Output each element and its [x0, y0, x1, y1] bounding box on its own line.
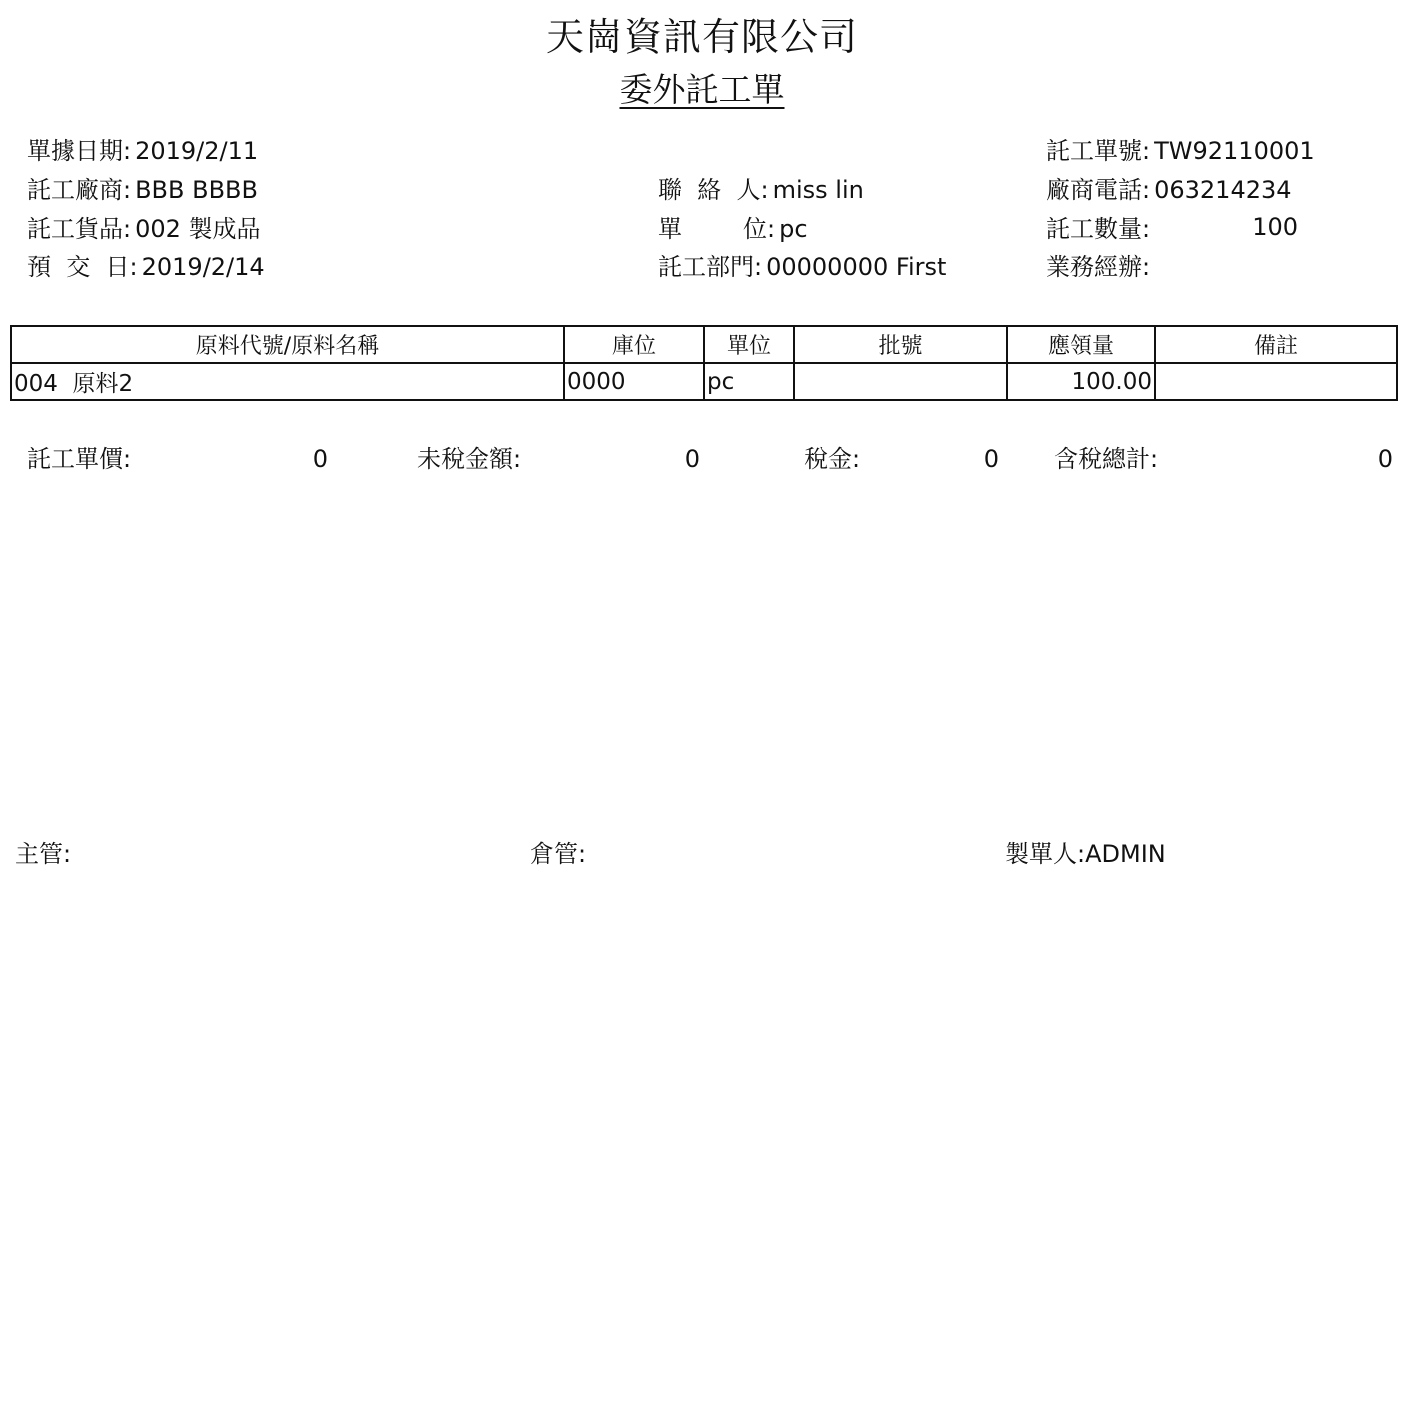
untaxed-amount-label: 未稅金額: — [417, 445, 522, 473]
cell-location: 0000 — [564, 363, 704, 400]
unit-value: pc — [779, 215, 808, 243]
department-label: 託工部門: — [658, 253, 763, 281]
delivery-date-label: 預 交 日: — [27, 253, 138, 281]
unit-field — [658, 214, 808, 244]
quantity-field — [1046, 214, 1150, 244]
department-field — [658, 252, 946, 282]
col-required-qty: 應領量 — [1007, 326, 1155, 363]
contact-field — [658, 175, 864, 205]
cell-unit: pc — [704, 363, 794, 400]
contact-label: 聯 絡 人: — [658, 176, 769, 204]
table-row — [11, 363, 1397, 400]
unit-price-label: 託工單價: — [27, 445, 132, 473]
table-header-row — [11, 326, 1397, 363]
unit-price-value: 0 — [312, 445, 328, 473]
sales-rep-label: 業務經辦: — [1046, 253, 1151, 281]
items-table — [10, 325, 1398, 401]
warehouse-signature: 倉管: — [530, 840, 587, 868]
cell-remarks — [1155, 363, 1397, 400]
untaxed-amount-value: 0 — [684, 445, 700, 473]
cell-material: 004 原料2 — [11, 363, 564, 400]
total-with-tax-value: 0 — [1377, 445, 1393, 473]
vendor-label: 託工廠商: — [27, 176, 132, 204]
product-label: 託工貨品: — [27, 215, 132, 243]
doc-date-label: 單據日期: — [27, 137, 132, 165]
product-value: 002 製成品 — [135, 215, 261, 243]
col-location: 庫位 — [564, 326, 704, 363]
department-value: 00000000 First — [766, 253, 947, 281]
product-field — [27, 214, 261, 244]
cell-batch — [794, 363, 1007, 400]
doc-date-field — [27, 136, 258, 166]
vendor-phone-label: 廠商電話: — [1046, 176, 1151, 204]
total-with-tax-label: 含稅總計: — [1054, 445, 1159, 473]
cell-required-qty: 100.00 — [1007, 363, 1155, 400]
order-no-value: TW92110001 — [1154, 137, 1315, 165]
company-name: 天崗資訊有限公司 — [545, 15, 858, 59]
doc-date-value: 2019/2/11 — [135, 137, 259, 165]
supervisor-signature: 主管: — [15, 840, 72, 868]
tax-value: 0 — [983, 445, 999, 473]
quantity-value: 100 — [1252, 213, 1298, 241]
sales-rep-field — [1046, 252, 1154, 282]
col-remarks: 備註 — [1155, 326, 1397, 363]
delivery-date-value: 2019/2/14 — [141, 253, 265, 281]
order-no-field — [1046, 136, 1315, 166]
contact-value: miss lin — [772, 176, 864, 204]
delivery-date-field — [27, 252, 265, 282]
order-no-label: 託工單號: — [1046, 137, 1151, 165]
col-unit: 單位 — [704, 326, 794, 363]
col-material: 原料代號/原料名稱 — [11, 326, 564, 363]
preparer-signature: 製單人:ADMIN — [1005, 840, 1166, 868]
document-title — [0, 64, 1404, 111]
quantity-label: 託工數量: — [1046, 215, 1151, 243]
vendor-field — [27, 175, 258, 205]
document-title-text: 委外託工單 — [619, 70, 785, 109]
unit-label: 單 位: — [658, 215, 776, 243]
col-batch: 批號 — [794, 326, 1007, 363]
vendor-phone-value: 063214234 — [1154, 176, 1292, 204]
vendor-phone-field — [1046, 175, 1292, 205]
tax-label: 稅金: — [804, 445, 861, 473]
vendor-value: BBB BBBB — [135, 176, 258, 204]
